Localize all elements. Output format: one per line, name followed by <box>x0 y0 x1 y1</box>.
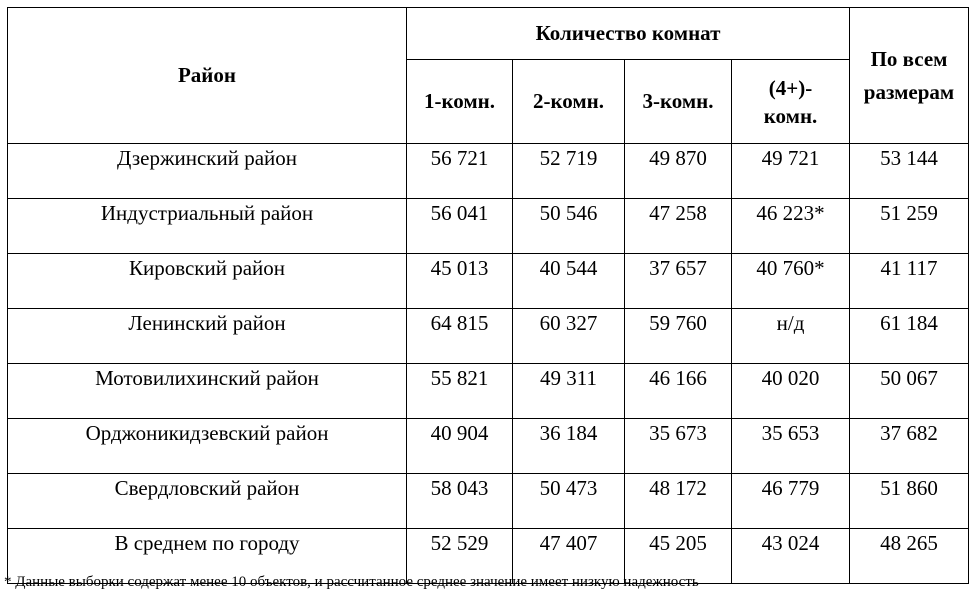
price-total: 37 682 <box>850 419 969 474</box>
table-row <box>8 364 969 419</box>
footnote: * Данные выборки содержат менее 10 объектов, и рассчитанное среднее значение имеет низкую надежность <box>4 574 699 590</box>
price-3room: 48 172 <box>625 474 732 529</box>
price-1room: 56 041 <box>407 199 513 254</box>
price-2room: 50 473 <box>513 474 625 529</box>
header-col-4plus-line1: (4+)- <box>768 75 813 100</box>
table-row <box>8 419 969 474</box>
header-total-line1: По всем <box>870 46 948 71</box>
price-2room: 52 719 <box>513 144 625 199</box>
price-3room: 45 205 <box>625 529 732 584</box>
table-row <box>8 309 969 364</box>
price-3room: 46 166 <box>625 364 732 419</box>
header-col-4plus-line2: комн. <box>763 103 818 128</box>
price-1room: 64 815 <box>407 309 513 364</box>
price-2room: 60 327 <box>513 309 625 364</box>
district-name: Дзержинский район <box>8 144 407 199</box>
price-3room: 35 673 <box>625 419 732 474</box>
header-col-1room: 1-комн. <box>407 60 513 144</box>
district-name: Индустриальный район <box>8 199 407 254</box>
price-2room: 36 184 <box>513 419 625 474</box>
price-3room: 37 657 <box>625 254 732 309</box>
header-total-line2: размерам <box>863 79 955 104</box>
price-total: 48 265 <box>850 529 969 584</box>
header-total <box>850 8 969 144</box>
price-total: 61 184 <box>850 309 969 364</box>
price-4plus: н/д <box>732 309 850 364</box>
district-name: В среднем по городу <box>8 529 407 584</box>
price-4plus: 40 020 <box>732 364 850 419</box>
price-1room: 58 043 <box>407 474 513 529</box>
district-name: Ленинский район <box>8 309 407 364</box>
price-1room: 56 721 <box>407 144 513 199</box>
table-row <box>8 144 969 199</box>
table-header <box>8 8 969 144</box>
price-2room: 50 546 <box>513 199 625 254</box>
price-4plus: 46 223* <box>732 199 850 254</box>
price-2room: 49 311 <box>513 364 625 419</box>
price-total: 50 067 <box>850 364 969 419</box>
price-total: 41 117 <box>850 254 969 309</box>
table-row <box>8 254 969 309</box>
price-1room: 40 904 <box>407 419 513 474</box>
price-3room: 59 760 <box>625 309 732 364</box>
table-row <box>8 474 969 529</box>
price-3room: 49 870 <box>625 144 732 199</box>
district-name: Свердловский район <box>8 474 407 529</box>
price-4plus: 46 779 <box>732 474 850 529</box>
price-2room: 40 544 <box>513 254 625 309</box>
price-1room: 52 529 <box>407 529 513 584</box>
district-name: Кировский район <box>8 254 407 309</box>
price-table <box>7 7 969 584</box>
price-1room: 45 013 <box>407 254 513 309</box>
header-col-3room: 3-комн. <box>625 60 732 144</box>
price-total: 51 259 <box>850 199 969 254</box>
price-4plus: 49 721 <box>732 144 850 199</box>
price-total: 51 860 <box>850 474 969 529</box>
district-name: Орджоникидзевский район <box>8 419 407 474</box>
price-2room: 47 407 <box>513 529 625 584</box>
header-col-2room: 2-комн. <box>513 60 625 144</box>
price-4plus: 40 760* <box>732 254 850 309</box>
price-3room: 47 258 <box>625 199 732 254</box>
table-body <box>8 144 969 584</box>
header-room-group: Количество комнат <box>407 8 850 60</box>
price-4plus: 43 024 <box>732 529 850 584</box>
header-col-4plus <box>732 60 850 144</box>
table-row <box>8 199 969 254</box>
price-4plus: 35 653 <box>732 419 850 474</box>
header-district: Район <box>8 8 407 144</box>
price-1room: 55 821 <box>407 364 513 419</box>
price-total: 53 144 <box>850 144 969 199</box>
district-name: Мотовилихинский район <box>8 364 407 419</box>
